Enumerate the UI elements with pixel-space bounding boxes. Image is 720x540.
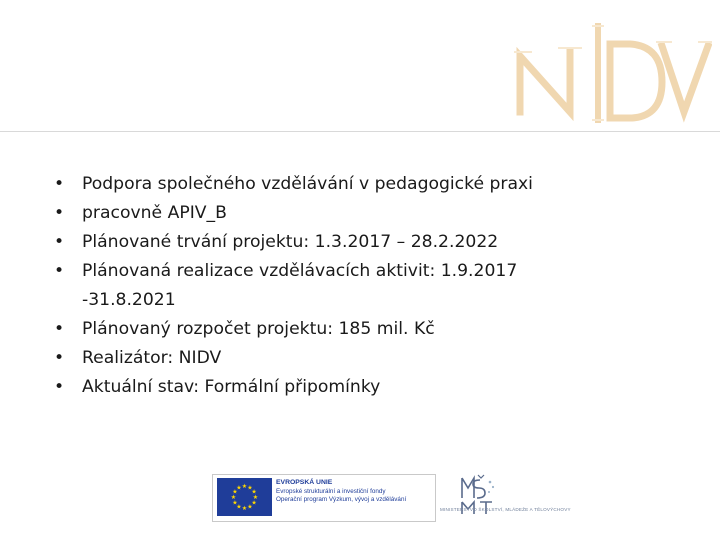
eu-star-icon: ★ (241, 506, 248, 512)
bullet-item (54, 315, 614, 344)
bullet-dot-icon: • (54, 203, 65, 223)
msmt-subtitle: MINISTERSTVO ŠKOLSTVÍ, MLÁDEŽE A TĚLOVÝCHOVY (440, 507, 571, 512)
bullet-text: Plánovaný rozpočet projektu: 185 mil. Kč (82, 319, 435, 339)
bullet-dot-icon: • (54, 348, 65, 368)
eu-star-icon: ★ (251, 500, 257, 507)
bullet-item (54, 170, 614, 199)
eu-star-icon: ★ (236, 485, 242, 492)
bullet-text: Realizátor: NIDV (82, 348, 222, 368)
bullet-text: Plánovaná realizace vzdělávacích aktivit: 1.9.2017 -31.8.2021 (82, 261, 518, 310)
eu-star-icon: ★ (236, 504, 242, 511)
eu-subtitle-2: Operační program Výzkum, vývoj a vzdělávání (276, 496, 407, 504)
bullet-dot-icon: • (54, 174, 65, 194)
eu-title: EVROPSKÁ UNIE (276, 479, 333, 486)
nidv-logo (512, 12, 712, 127)
msmt-logo (440, 470, 571, 522)
bullet-text: pracovně APIV_B (82, 203, 227, 223)
bullet-text: Aktuální stav: Formální připomínky (82, 377, 381, 397)
eu-subtitle-1: Evropské strukturální a investiční fondy (276, 487, 386, 495)
bullet-dot-icon: • (54, 319, 65, 339)
bullet-item (54, 373, 614, 402)
eu-star-icon: ★ (232, 500, 238, 507)
eu-star-icon: ★ (230, 495, 237, 501)
eu-star-icon: ★ (241, 484, 248, 490)
header-divider (0, 131, 720, 132)
eu-star-icon: ★ (252, 495, 259, 501)
bullet-item (54, 257, 614, 315)
bullet-dot-icon: • (54, 232, 65, 252)
bullet-dot-icon: • (54, 261, 65, 281)
eu-star-icon: ★ (251, 489, 257, 496)
bullet-item (54, 199, 614, 228)
eu-star-icon: ★ (232, 489, 238, 496)
eu-flag-icon (217, 478, 272, 516)
eu-star-icon: ★ (247, 504, 253, 511)
bullet-text: Plánované trvání projektu: 1.3.2017 – 28.2.2022 (82, 232, 499, 252)
bullet-list (54, 170, 614, 402)
bullet-dot-icon: • (54, 377, 65, 397)
bullet-item (54, 228, 614, 257)
eu-logo (212, 474, 436, 522)
bullet-text: Podpora společného vzdělávání v pedagogické praxi (82, 174, 533, 194)
bullet-item (54, 344, 614, 373)
eu-star-icon: ★ (247, 485, 253, 492)
eu-logo-text (276, 479, 432, 505)
